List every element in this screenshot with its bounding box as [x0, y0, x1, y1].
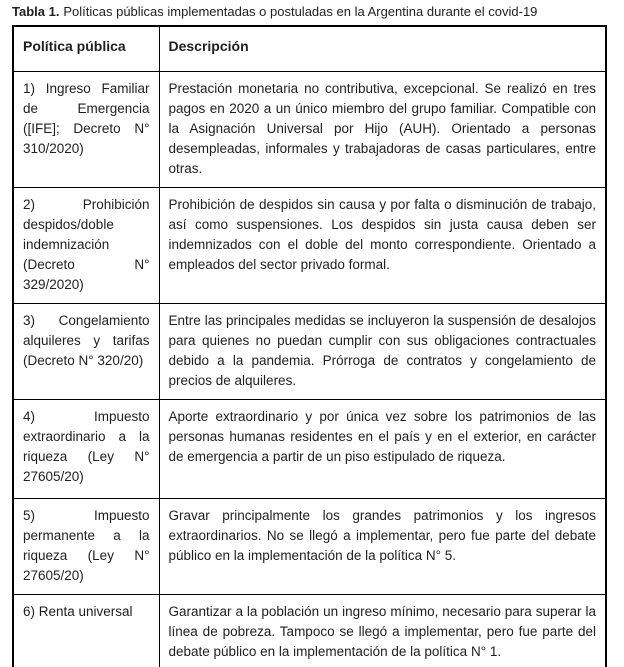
description-cell: Gravar principalmente los grandes patrimonios y los ingresos extraordinarios. No se llegó a implementar, pero fue parte del debate público en la implementación de la política N° 5.	[159, 499, 606, 595]
description-cell: Prohibición de despidos sin causa y por falta o disminución de trabajo, así como suspensiones. Los despidos sin justa causa deben ser indemnizados con el doble del monto correspondiente. Orientado a empleados del sector privado formal.	[159, 188, 606, 304]
table-row-4	[13, 400, 606, 499]
policy-cell: 1) Ingreso Familiar de Emergencia ([IFE]; Decreto N° 310/2020)	[13, 72, 159, 188]
table-caption	[0, 0, 624, 25]
table-row-6	[13, 595, 606, 667]
description-cell: Entre las principales medidas se incluyeron la suspensión de desalojos para quienes no puedan cumplir con sus obligaciones contractuales debido a la pandemia. Prórroga de contratos y congelamiento de precios de alquileres.	[159, 304, 606, 400]
table-row-1	[13, 72, 606, 188]
column-header-policy: Política pública	[13, 26, 159, 72]
header-row	[13, 26, 606, 72]
description-cell: Prestación monetaria no contributiva, excepcional. Se realizó en tres pagos en 2020 a un único miembro del grupo familiar. Compatible con la Asignación Universal por Hijo (AUH). Orientado a personas desempleadas, informales y trabajadoras de casas particulares, entre otras.	[159, 72, 606, 188]
policy-cell: 3) Congelamiento alquileres y tarifas (Decreto N° 320/20)	[13, 304, 159, 400]
policy-cell: 4) Impuesto extraordinario a la riqueza (Ley N° 27605/20)	[13, 400, 159, 499]
description-cell: Aporte extraordinario y por única vez sobre los patrimonios de las personas humanas residentes en el país y en el exterior, en carácter de emergencia a partir de un piso estipulado de riqueza.	[159, 400, 606, 499]
policy-cell: 6) Renta universal	[13, 595, 159, 667]
table-row-2	[13, 188, 606, 304]
policy-cell: 5) Impuesto permanente a la riqueza (Ley N° 27605/20)	[13, 499, 159, 595]
policies-table	[12, 25, 607, 667]
table-row-5	[13, 499, 606, 595]
column-header-description: Descripción	[159, 26, 606, 72]
description-cell: Garantizar a la población un ingreso mínimo, necesario para superar la línea de pobreza. Tampoco se llegó a implementar, pero fue parte del debate público en la implementación de la política N° 1.	[159, 595, 606, 667]
policy-cell: 2) Prohibición despidos/doble indemnización (Decreto N° 329/2020)	[13, 188, 159, 304]
table-row-3	[13, 304, 606, 400]
table-caption-text: Políticas públicas implementadas o postuladas en la Argentina durante el covid-19	[63, 4, 538, 19]
table-caption-label: Tabla 1.	[12, 4, 60, 19]
